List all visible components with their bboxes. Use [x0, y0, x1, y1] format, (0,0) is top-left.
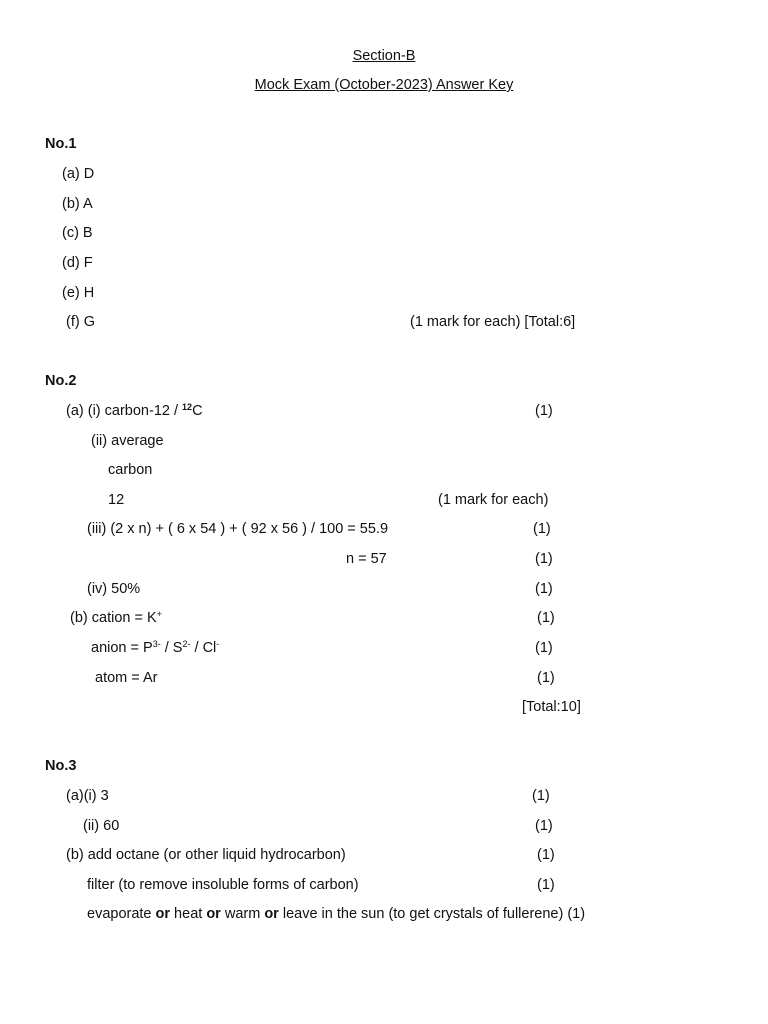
question-3-heading: No.3 [45, 758, 77, 774]
q2-b-cation-mark: (1) [537, 610, 555, 626]
q3-filter-mark: (1) [537, 877, 555, 893]
q3-b-answer: (b) add octane (or other liquid hydrocarbon) [66, 847, 346, 863]
q2-a-ii-mark: (1 mark for each) [438, 492, 549, 508]
q1-answer-c: (c) B [62, 225, 93, 241]
q2-b-cation-superscript: + [156, 609, 162, 619]
q3-evap-part-4: leave in the sun (to get crystals of fullerene) (1) [278, 906, 586, 922]
q2-b-atom-answer: atom = Ar [95, 670, 158, 686]
q1-answer-b: (b) A [62, 196, 93, 212]
q3-a-i-answer: (a)(i) 3 [66, 788, 109, 804]
q2-b-anion-cl-superscript: - [216, 639, 220, 649]
q2-a-i-answer [66, 402, 203, 420]
q3-evap-or-2: or [206, 906, 221, 922]
q2-a-ii-line-2: carbon [108, 462, 153, 478]
q3-evap-part-3: warm [220, 906, 265, 922]
q2-a-i-mark: (1) [535, 403, 553, 419]
q2-a-ii-line-3: 12 [108, 492, 125, 508]
q1-answer-f: (f) G [66, 314, 95, 330]
q2-b-cation-answer [70, 609, 162, 627]
question-1-heading: No.1 [45, 136, 77, 152]
q2-a-iii-mark: (1) [533, 521, 551, 537]
q2-a-iii-answer: (iii) (2 x n) + ( 6 x 54 ) + ( 92 x 56 ) / 100 = 55.9 [87, 521, 389, 537]
q3-evap-part-2: heat [170, 906, 207, 922]
q2-b-anion-p: anion = P [91, 640, 153, 656]
q2-a-iv-answer: (iv) 50% [87, 581, 141, 597]
q3-evap-part-1: evaporate [87, 906, 156, 922]
q1-answer-d: (d) F [62, 255, 93, 271]
q3-a-ii-mark: (1) [535, 818, 553, 834]
q2-b-anion-s: / S [160, 640, 183, 656]
q3-evaporate-answer [87, 905, 585, 923]
q3-b-mark: (1) [537, 847, 555, 863]
question-2-heading: No.2 [45, 373, 77, 389]
section-title: Section-B [352, 48, 416, 64]
q2-b-cation-text: (b) cation = K [70, 610, 157, 626]
q1-answer-e: (e) H [62, 285, 95, 301]
q2-a-iii-n-value: n = 57 [346, 551, 387, 567]
q2-b-anion-p-superscript: 3- [152, 639, 161, 649]
q2-a-i-text: (a) (i) carbon-12 / [66, 403, 183, 419]
q2-a-ii-answer: (ii) average [91, 433, 164, 449]
q2-a-iv-mark: (1) [535, 581, 553, 597]
q2-a-iii-n-mark: (1) [535, 551, 553, 567]
q2-b-atom-mark: (1) [537, 670, 555, 686]
q3-evap-or-3: or [264, 906, 279, 922]
q2-total: [Total:10] [522, 699, 581, 715]
q1-answer-a: (a) D [62, 166, 95, 182]
q2-b-anion-mark: (1) [535, 640, 553, 656]
q3-a-ii-answer: (ii) 60 [83, 818, 120, 834]
q1-mark-note: (1 mark for each) [Total:6] [410, 314, 576, 330]
document-title: Mock Exam (October-2023) Answer Key [254, 77, 514, 93]
q3-a-i-mark: (1) [532, 788, 550, 804]
q2-b-anion-s-superscript: 2- [182, 639, 191, 649]
q2-b-anion-cl: / Cl [190, 640, 217, 656]
q2-a-i-symbol: C [192, 403, 203, 419]
q3-evap-or-1: or [155, 906, 171, 922]
q2-b-anion-answer [91, 639, 219, 657]
q2-a-i-superscript: 12 [182, 402, 193, 412]
q3-filter-answer: filter (to remove insoluble forms of carbon) [87, 877, 359, 893]
